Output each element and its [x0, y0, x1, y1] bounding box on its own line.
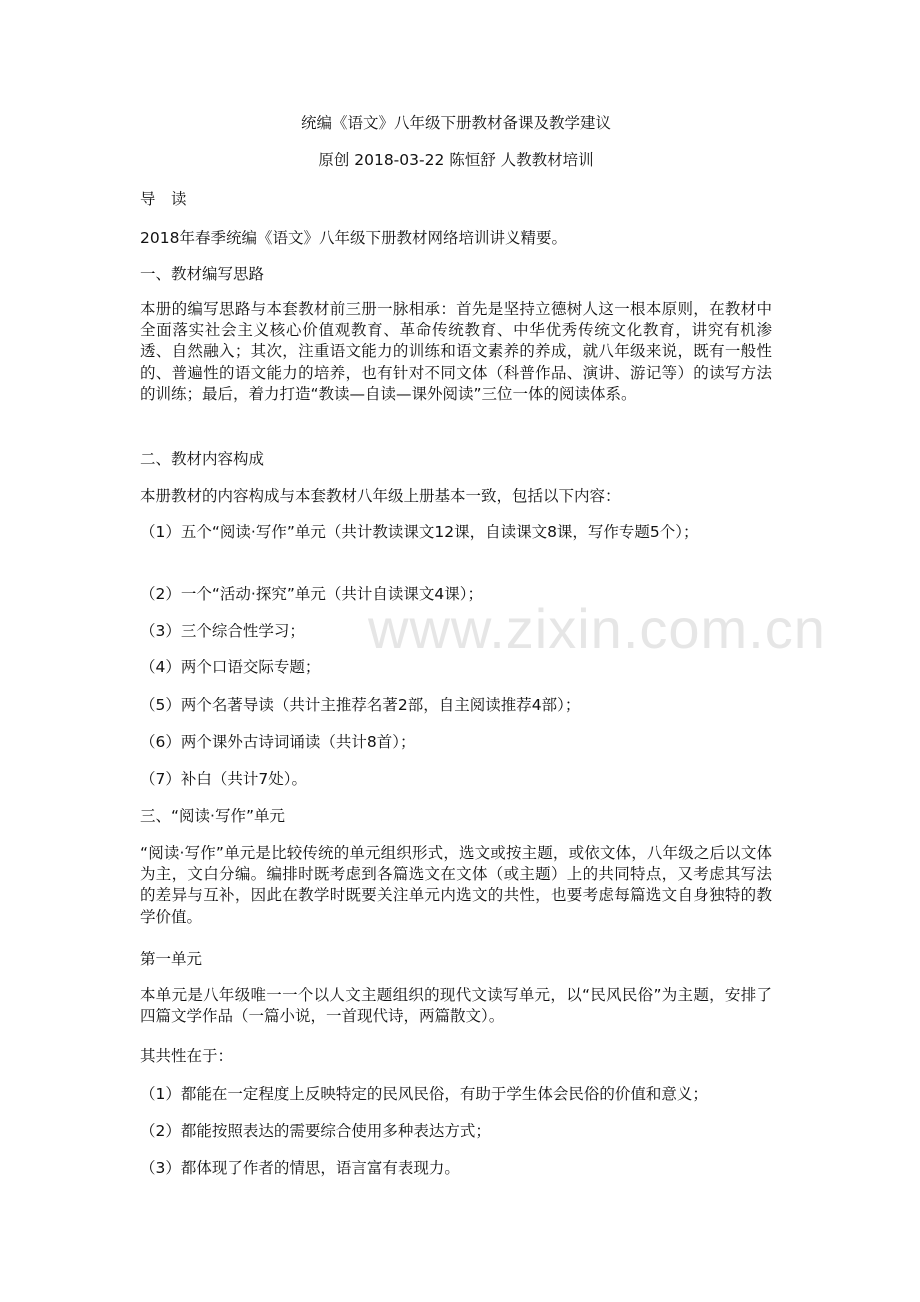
- list-item: （4）两个口语交际专题；: [140, 658, 321, 676]
- document-title: 统编《语文》八年级下册教材备课及教学建议: [300, 114, 611, 132]
- byline: 原创 2018-03-22 陈恒舒 人教教材培训: [318, 151, 594, 169]
- section1-paragraph: 本册的编写思路与本套教材前三册一脉相承：首先是坚持立德树人这一根本原则，在教材中全面落实社会主义核心价值观教育、革命传统教育、中华优秀传统文化教育，讲究有机渗透、自然融入；其次，注重语文能力的训练和语文素养的养成，就八年级来说，既有一般性的、普遍性的语文能力的培养，也有针对不同文体（科普作品、演讲、游记等）的读写方法的训练；最后，着力打造“教读—自读—课外阅读”三位一体的阅读体系。: [140, 300, 772, 403]
- list-item: （7）补白（共计7处）。: [140, 770, 307, 788]
- list-item: （2）一个“活动·探究”单元（共计自读课文4课）；: [140, 585, 483, 603]
- watermark: www.zixin.com.cn: [368, 597, 826, 660]
- unit1-paragraph: 本单元是八年级唯一一个以人文主题组织的现代文读写单元，以“民风民俗”为主题，安排了四篇文学作品（一篇小说，一首现代诗，两篇散文）。: [140, 986, 772, 1026]
- list-item: （1）都能在一定程度上反映特定的民风民俗，有助于学生体会民俗的价值和意义；: [140, 1085, 708, 1103]
- section1-heading: 一、教材编写思路: [140, 265, 265, 283]
- list-item: （1）五个“阅读·写作”单元（共计教读课文12课，自读课文8课，写作专题5个）；: [140, 523, 699, 541]
- list-item: （6）两个课外古诗词诵读（共计8首）；: [140, 733, 416, 751]
- section2-heading: 二、教材内容构成: [140, 450, 265, 468]
- list-item: （3）三个综合性学习；: [140, 622, 305, 640]
- section3-heading: 三、“阅读·写作”单元: [140, 807, 285, 825]
- list-item: （3）都体现了作者的情思，语言富有表现力。: [140, 1159, 460, 1177]
- section2-paragraph: 本册教材的内容构成与本套教材八年级上册基本一致，包括以下内容：: [140, 487, 621, 505]
- unit1-heading: 第一单元: [140, 950, 203, 968]
- intro-text: 2018年春季统编《语文》八年级下册教材网络培训讲义精要。: [140, 229, 567, 247]
- list-item: （5）两个名著导读（共计主推荐名著2部，自主阅读推荐4部）；: [140, 696, 581, 714]
- commonality-heading: 其共性在于：: [140, 1047, 234, 1065]
- intro-heading: 导 读: [140, 190, 187, 208]
- list-item: （2）都能按照表达的需要综合使用多种表达方式；: [140, 1122, 491, 1140]
- section3-paragraph: “阅读·写作”单元是比较传统的单元组织形式，选文或按主题，或依文体，八年级之后以文体为主，文白分编。编排时既考虑到各篇选文在文体（或主题）上的共同特点，又考虑其写法的差异与互补，因此在教学时既要关注单元内选文的共性，也要考虑每篇选文自身独特的教学价值。: [140, 844, 772, 926]
